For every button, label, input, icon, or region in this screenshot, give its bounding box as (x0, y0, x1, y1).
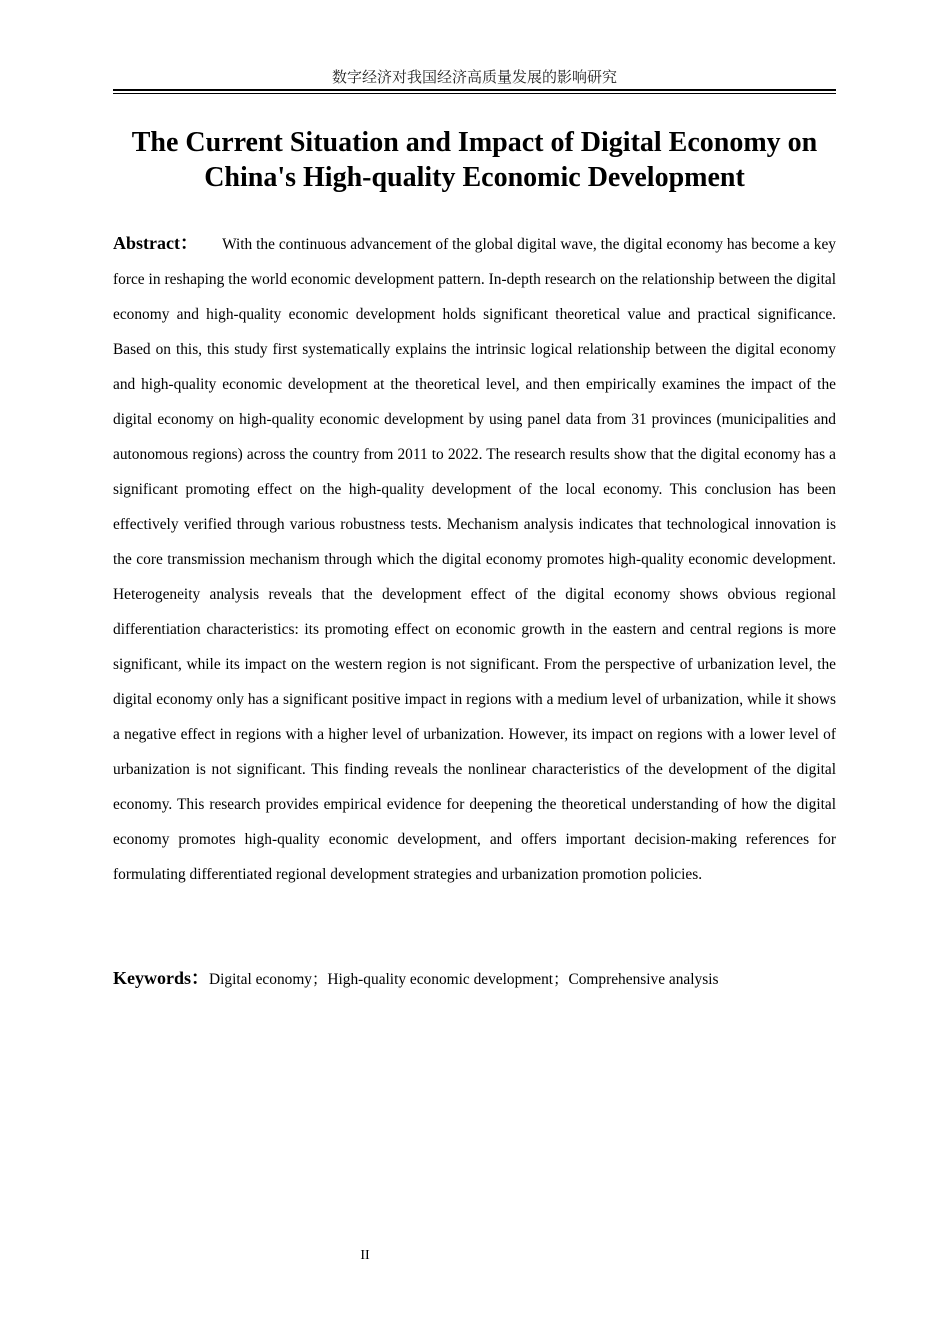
keywords-line (113, 964, 836, 994)
paper-title-line-2: China's High-quality Economic Development (204, 162, 745, 193)
paper-title (113, 125, 836, 195)
keywords-label: Keywords： (113, 968, 209, 988)
header-rule-thick (113, 89, 836, 91)
keywords-text: Digital economy；High-quality economic development；Comprehensive analysis (209, 971, 719, 988)
abstract-text: With the continuous advancement of the global digital wave, the digital economy has become a key force in reshaping the world economic development pattern. In-depth research on the relationship between the digital economy and high-quality economic development holds significant theoretical value and practical significance. Based on this, this study first systematically explains the intrinsic logical relationship between the digital economy and high-quality economic development at the theoretical level, and then empirically examines the impact of the digital economy on high-quality economic development by using panel data from 31 provinces (municipalities and autonomous regions) across the country from 2011 to 2022. The research results show that the digital economy has a significant promoting effect on the high-quality development of the local economy. This conclusion has been effectively verified through various robustness tests. Mechanism analysis indicates that technological innovation is the core transmission mechanism through which the digital economy promotes high-quality economic development. Heterogeneity analysis reveals that the development effect of the digital economy shows obvious regional differentiation characteristics: its promoting effect on economic growth in the eastern and central regions is more significant, while its impact on the western region is not significant. From the perspective of urbanization level, the digital economy only has a significant positive impact in regions with a medium level of urbanization, while it shows a negative effect in regions with a higher level of urbanization. However, its impact on regions with a lower level of urbanization is not significant. This finding reveals the nonlinear characteristics of the development of the digital economy. This research provides empirical evidence for deepening the theoretical understanding of how the digital economy promotes high-quality economic development, and offers important decision-making references for formulating differentiated regional development strategies and urbanization promotion policies. (113, 236, 837, 883)
abstract-label: Abstract： (113, 233, 199, 253)
header-rule-thin (113, 93, 836, 94)
running-header: 数字经济对我国经济高质量发展的影响研究 (331, 68, 617, 86)
page-number: II (360, 1248, 370, 1263)
abstract-paragraph (113, 226, 836, 892)
paper-title-line-1: The Current Situation and Impact of Digital Economy on (131, 127, 818, 158)
